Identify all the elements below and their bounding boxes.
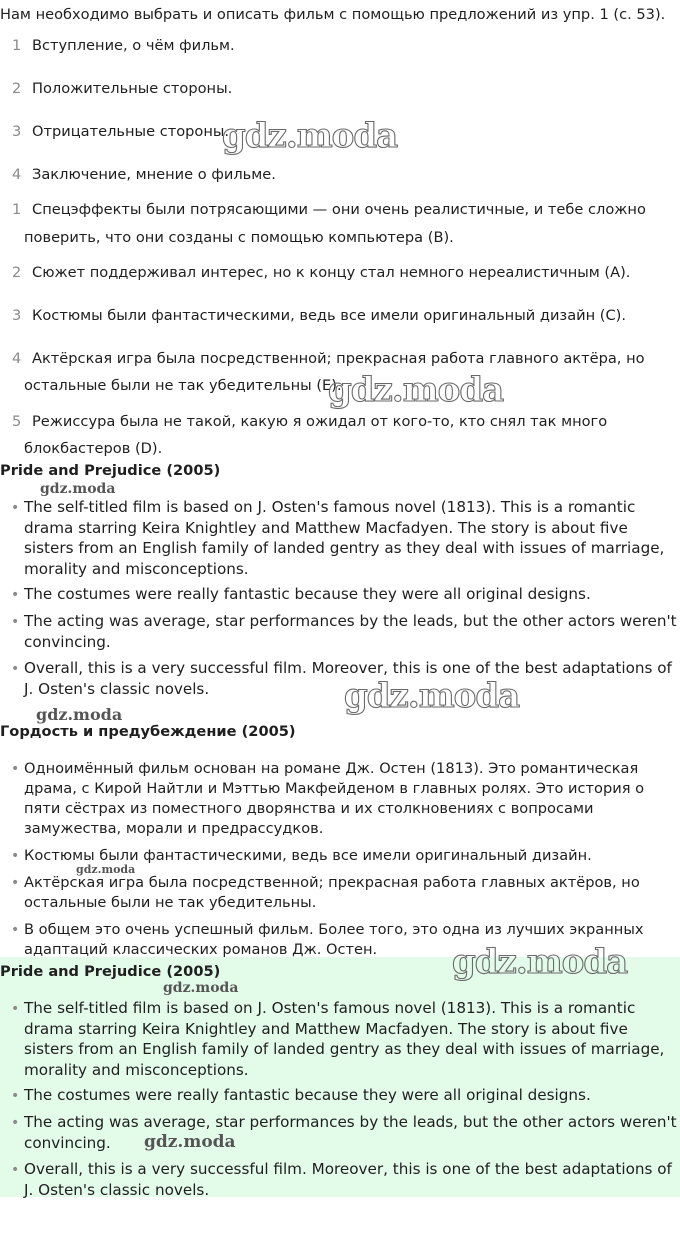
bullet-text: The acting was average, star performances by the leads, but the other actors weren't convincing. [24, 1113, 677, 1152]
bullet-dot: • [11, 761, 20, 777]
bullet-dot: • [11, 875, 20, 891]
review-number: 1 [12, 201, 22, 218]
bullet-dot: • [11, 661, 20, 677]
bullet-dot: • [11, 1001, 20, 1017]
bullet-text: В общем это очень успешный фильм. Более того, это одна из лучших экранных адаптаций классических романов Дж. Остен. [24, 921, 644, 958]
bullet-text: Одноимённый фильм основан на романе Дж. Остен (1813). Это романтическая драма, с Кирой Найтли и Мэттью Макфейденом в главных ролях. Это история о пяти сёстрах из поместного дворянства и их столкновениях с вопросами замужества, морали и предрассудков. [24, 760, 645, 837]
plan-number: 1 [12, 37, 22, 54]
bullet-text: The self-titled film is based on J. Osten's famous novel (1813). This is a romantic drama starring Keira Knightley and Matthew Macfadyen. The story is about five sisters from an English family of landed gentry as they deal with issues of marriage, morality and misconceptions. [24, 498, 665, 578]
bullet-dot: • [11, 848, 20, 864]
bullet-text: Актёрская игра была посредственной; прекрасная работа главных актёров, но остальные были не так убедительны. [24, 874, 640, 911]
review-line: блокбастеров (D). [24, 440, 163, 457]
bullet-dot: • [11, 1088, 20, 1104]
plan-number: 2 [12, 80, 22, 97]
plan-item: Вступление, о чём фильм. [32, 37, 235, 54]
bullet-dot: • [11, 587, 20, 603]
bullet-dot: • [11, 614, 20, 630]
bullet-text: The acting was average, star performances by the leads, but the other actors weren't convincing. [24, 612, 677, 651]
review-line: остальные были не так убедительны (E). [24, 377, 342, 394]
bullet-dot: • [11, 500, 20, 516]
watermark: gdz.moda [344, 676, 520, 716]
bullet-text: Overall, this is a very successful film. Moreover, this is one of the best adaptations of J. Osten's classic novels. [24, 659, 672, 698]
review-line: Костюмы были фантастическими, ведь все имели оригинальный дизайн (C). [32, 307, 627, 324]
section-title-en-highlighted: Pride and Prejudice (2005) [0, 963, 221, 980]
review-line: Актёрская игра была посредственной; прекрасная работа главного актёра, но [32, 350, 645, 367]
bullet-text: The costumes were really fantastic because they were all original designs. [24, 585, 591, 603]
review-line: Спецэффекты были потрясающими — они очень реалистичные, и тебе сложно [32, 201, 646, 218]
task-intro: Нам необходимо выбрать и описать фильм с помощью предложений из упр. 1 (с. 53). [0, 6, 666, 23]
review-number: 5 [12, 413, 22, 430]
watermark: gdz.moda [222, 116, 398, 156]
watermark: gdz.moda [452, 942, 628, 982]
bullet-text: Костюмы были фантастическими, ведь все имели оригинальный дизайн. [24, 847, 592, 864]
review-number: 3 [12, 307, 22, 324]
section-title-en: Pride and Prejudice (2005) [0, 462, 221, 479]
bullet-dot: • [11, 1115, 20, 1131]
review-number: 4 [12, 350, 22, 367]
bullet-dot: • [11, 1162, 20, 1178]
bullet-text: The costumes were really fantastic because they were all original designs. [24, 1086, 591, 1104]
plan-number: 4 [12, 166, 22, 183]
bullet-text: The self-titled film is based on J. Osten's famous novel (1813). This is a romantic drama starring Keira Knightley and Matthew Macfadyen. The story is about five sisters from an English family of landed gentry as they deal with issues of marriage, morality and misconceptions. [24, 999, 665, 1079]
bullet-dot: • [11, 922, 20, 938]
watermark: gdz.moda [36, 705, 123, 724]
bullet-text: Overall, this is a very successful film. Moreover, this is one of the best adaptations of J. Osten's classic novels. [24, 1160, 672, 1199]
section-title-ru: Гордость и предубеждение (2005) [0, 723, 296, 740]
review-line: Сюжет поддерживал интерес, но к концу стал немного нереалистичным (A). [32, 264, 631, 281]
plan-number: 3 [12, 123, 22, 140]
watermark: gdz.moda [76, 863, 136, 876]
review-number: 2 [12, 264, 22, 281]
plan-item: Заключение, мнение о фильме. [32, 166, 276, 183]
review-line: Режиссура была не такой, какую я ожидал от кого-то, кто снял так много [32, 413, 608, 430]
plan-item: Положительные стороны. [32, 80, 233, 97]
watermark: gdz.moda [163, 980, 239, 996]
watermark: gdz.moda [40, 481, 116, 497]
review-line: поверить, что они созданы с помощью компьютера (B). [24, 229, 454, 246]
watermark: gdz.moda [144, 1132, 236, 1152]
plan-item: Отрицательные стороны. [32, 123, 230, 140]
watermark: gdz.moda [328, 370, 504, 410]
